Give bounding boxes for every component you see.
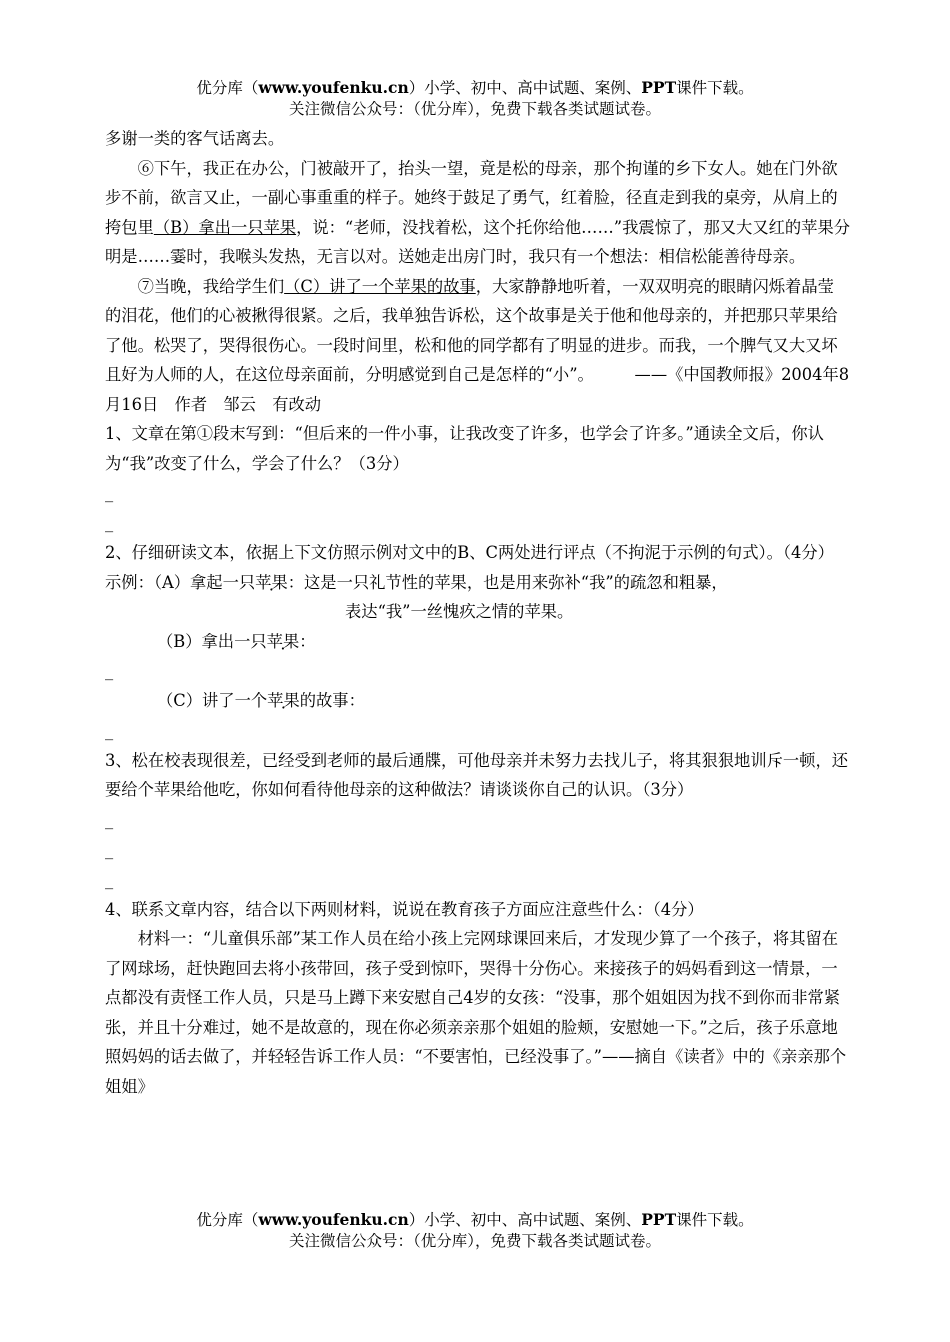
- document-body: [105, 124, 850, 1101]
- paragraph-6-text: ⑥下午，我正在办公，门被敲开了，抬头一望，竟是松的母亲，那个拘谨的乡下女人。她在门外欲步不前，欲言又止，一副心事重重的样子。她终于鼓足了勇气，红着脸，径直走到我的桌旁，从肩上的挎包里: [105, 158, 838, 237]
- header-ppt: PPT: [641, 78, 677, 97]
- emphasis-word: 苹果 ·: [267, 627, 300, 657]
- question-2: 2、仔细研读文本，依据上下文仿照示例对文中的B、C两处进行评点（不拘泥于示例的句式）。（4分）: [105, 543, 834, 562]
- paragraph-7: [105, 272, 850, 420]
- underlined-c: （C）讲了一个苹果的故事: [284, 276, 476, 296]
- footer-site-name: 优分库（: [196, 1211, 259, 1229]
- answer-blank[interactable]: _: [105, 809, 114, 829]
- header-url: www.youfenku.cn: [258, 78, 409, 97]
- paragraph-7-text: ⑦当晚，我给学生们: [137, 276, 285, 296]
- answer-blank[interactable]: _: [105, 720, 114, 740]
- sub-question-c: [105, 686, 850, 716]
- paragraph-6: [105, 154, 850, 272]
- answer-blank[interactable]: _: [105, 483, 114, 502]
- colon: ：: [299, 631, 316, 651]
- example-label: 示例：（A）拿起一只: [105, 572, 256, 592]
- article-source: ——《中国教师报》2004年8月16日 作者 邹云 有改动: [105, 365, 850, 414]
- example-text: ：这是一只礼节性的苹果，也是用来弥补“我”的疏忽和粗暴，: [287, 572, 728, 592]
- emphasis-word: 苹果 ·: [267, 686, 300, 716]
- footer-desc-end: 课件下载。: [676, 1211, 754, 1229]
- paragraph-6-text-end: ，说：“老师，没找着松，这个托你给他……”我震惊了，那又大又红的苹果分明是……霎时，我喉头发热，无言以对。送她走出房门时，我只有一个想法：相信松能善待母亲。: [105, 217, 851, 266]
- colon: ：: [348, 691, 365, 710]
- answer-blank[interactable]: _: [105, 869, 114, 889]
- sub-question-b: [105, 627, 850, 657]
- sub-question-c-tail: 的故事: [299, 691, 349, 710]
- paragraph-7-text-end: ，大家静静地听着，一双双明亮的眼睛闪烁着晶莹的泪花，他们的心被揪得很紧。之后，我单独告诉松，这个故事是关于他和他母亲的，并把那只苹果给了他。松哭了，哭得很伤心。一段时间里，松和他的同学都有了明显的进步。而我，一个脾气又大又坏且好为人师的人，在这位母亲面前，分明感觉到自己是怎样的“小”。: [105, 276, 838, 384]
- header-desc-end: 课件下载。: [676, 79, 754, 97]
- answer-blank[interactable]: _: [105, 661, 114, 680]
- header-desc: ）小学、初中、高中试题、案例、: [408, 79, 642, 97]
- answer-blank[interactable]: _: [105, 839, 114, 859]
- answer-blank[interactable]: _: [105, 513, 114, 532]
- question-4: 4、联系文章内容，结合以下两则材料，说说在教育孩子方面应注意些什么：（4分）: [105, 899, 704, 919]
- question-1: 1、文章在第①段末写到：“但后来的一件小事，让我改变了许多，也学会了许多。”通读全文后，你认为“我”改变了什么，学会了什么？（3分）: [105, 424, 824, 473]
- paragraph-continued: 多谢一类的客气话离去。: [105, 129, 285, 148]
- page-header: [0, 77, 950, 120]
- underlined-b: （B）拿出一只苹果: [153, 217, 297, 237]
- footer-url: www.youfenku.cn: [258, 1210, 409, 1229]
- emphasis-word: 苹果 ·: [255, 568, 288, 598]
- footer-desc: ）小学、初中、高中试题、案例、: [408, 1211, 642, 1229]
- page-footer: [0, 1209, 950, 1252]
- footer-ppt: PPT: [641, 1210, 677, 1229]
- sub-question-c-label: （C）讲了一个: [157, 691, 268, 710]
- footer-line-1: [0, 1209, 950, 1231]
- header-line-2: 关注微信公众号：（优分库），免费下载各类试题试卷。: [288, 100, 661, 118]
- material-1: 材料一：“儿童俱乐部”某工作人员在给小孩上完网球课回来后，才发现少算了一个孩子，将其留在了网球场，赶快跑回去将小孩带回，孩子受到惊吓，哭得十分伤心。来接孩子的妈妈看到这一情景，一点都没有责怪工作人员，只是马上蹲下来安慰自己4岁的女孩：“没事，那个姐姐因为找不到你而非常紧张，并且十分难过，她不是故意的，现在你必须亲亲那个姐姐的脸颊，安慰她一下。”之后，孩子乐意地照妈妈的话去做了，并轻轻告诉工作人员：“不要害怕，已经没事了。”——摘自《读者》中的《亲亲那个姐姐》: [105, 929, 847, 1096]
- sub-question-b-label: （B）拿出一只: [157, 631, 267, 651]
- example-line: [105, 568, 850, 598]
- question-3: 3、松在校表现很差，已经受到老师的最后通牒，可他母亲并未努力去找儿子，将其狠狠地训斥一顿，还要给个苹果给他吃，你如何看待他母亲的这种做法？请谈谈你自己的认识。（3分）: [105, 750, 849, 799]
- header-line-1: [0, 77, 950, 99]
- footer-line-2: 关注微信公众号：（优分库），免费下载各类试题试卷。: [288, 1232, 661, 1250]
- example-line-2: 表达“我”一丝愧疚之情的苹果。: [345, 602, 574, 621]
- header-site-name: 优分库（: [196, 79, 259, 97]
